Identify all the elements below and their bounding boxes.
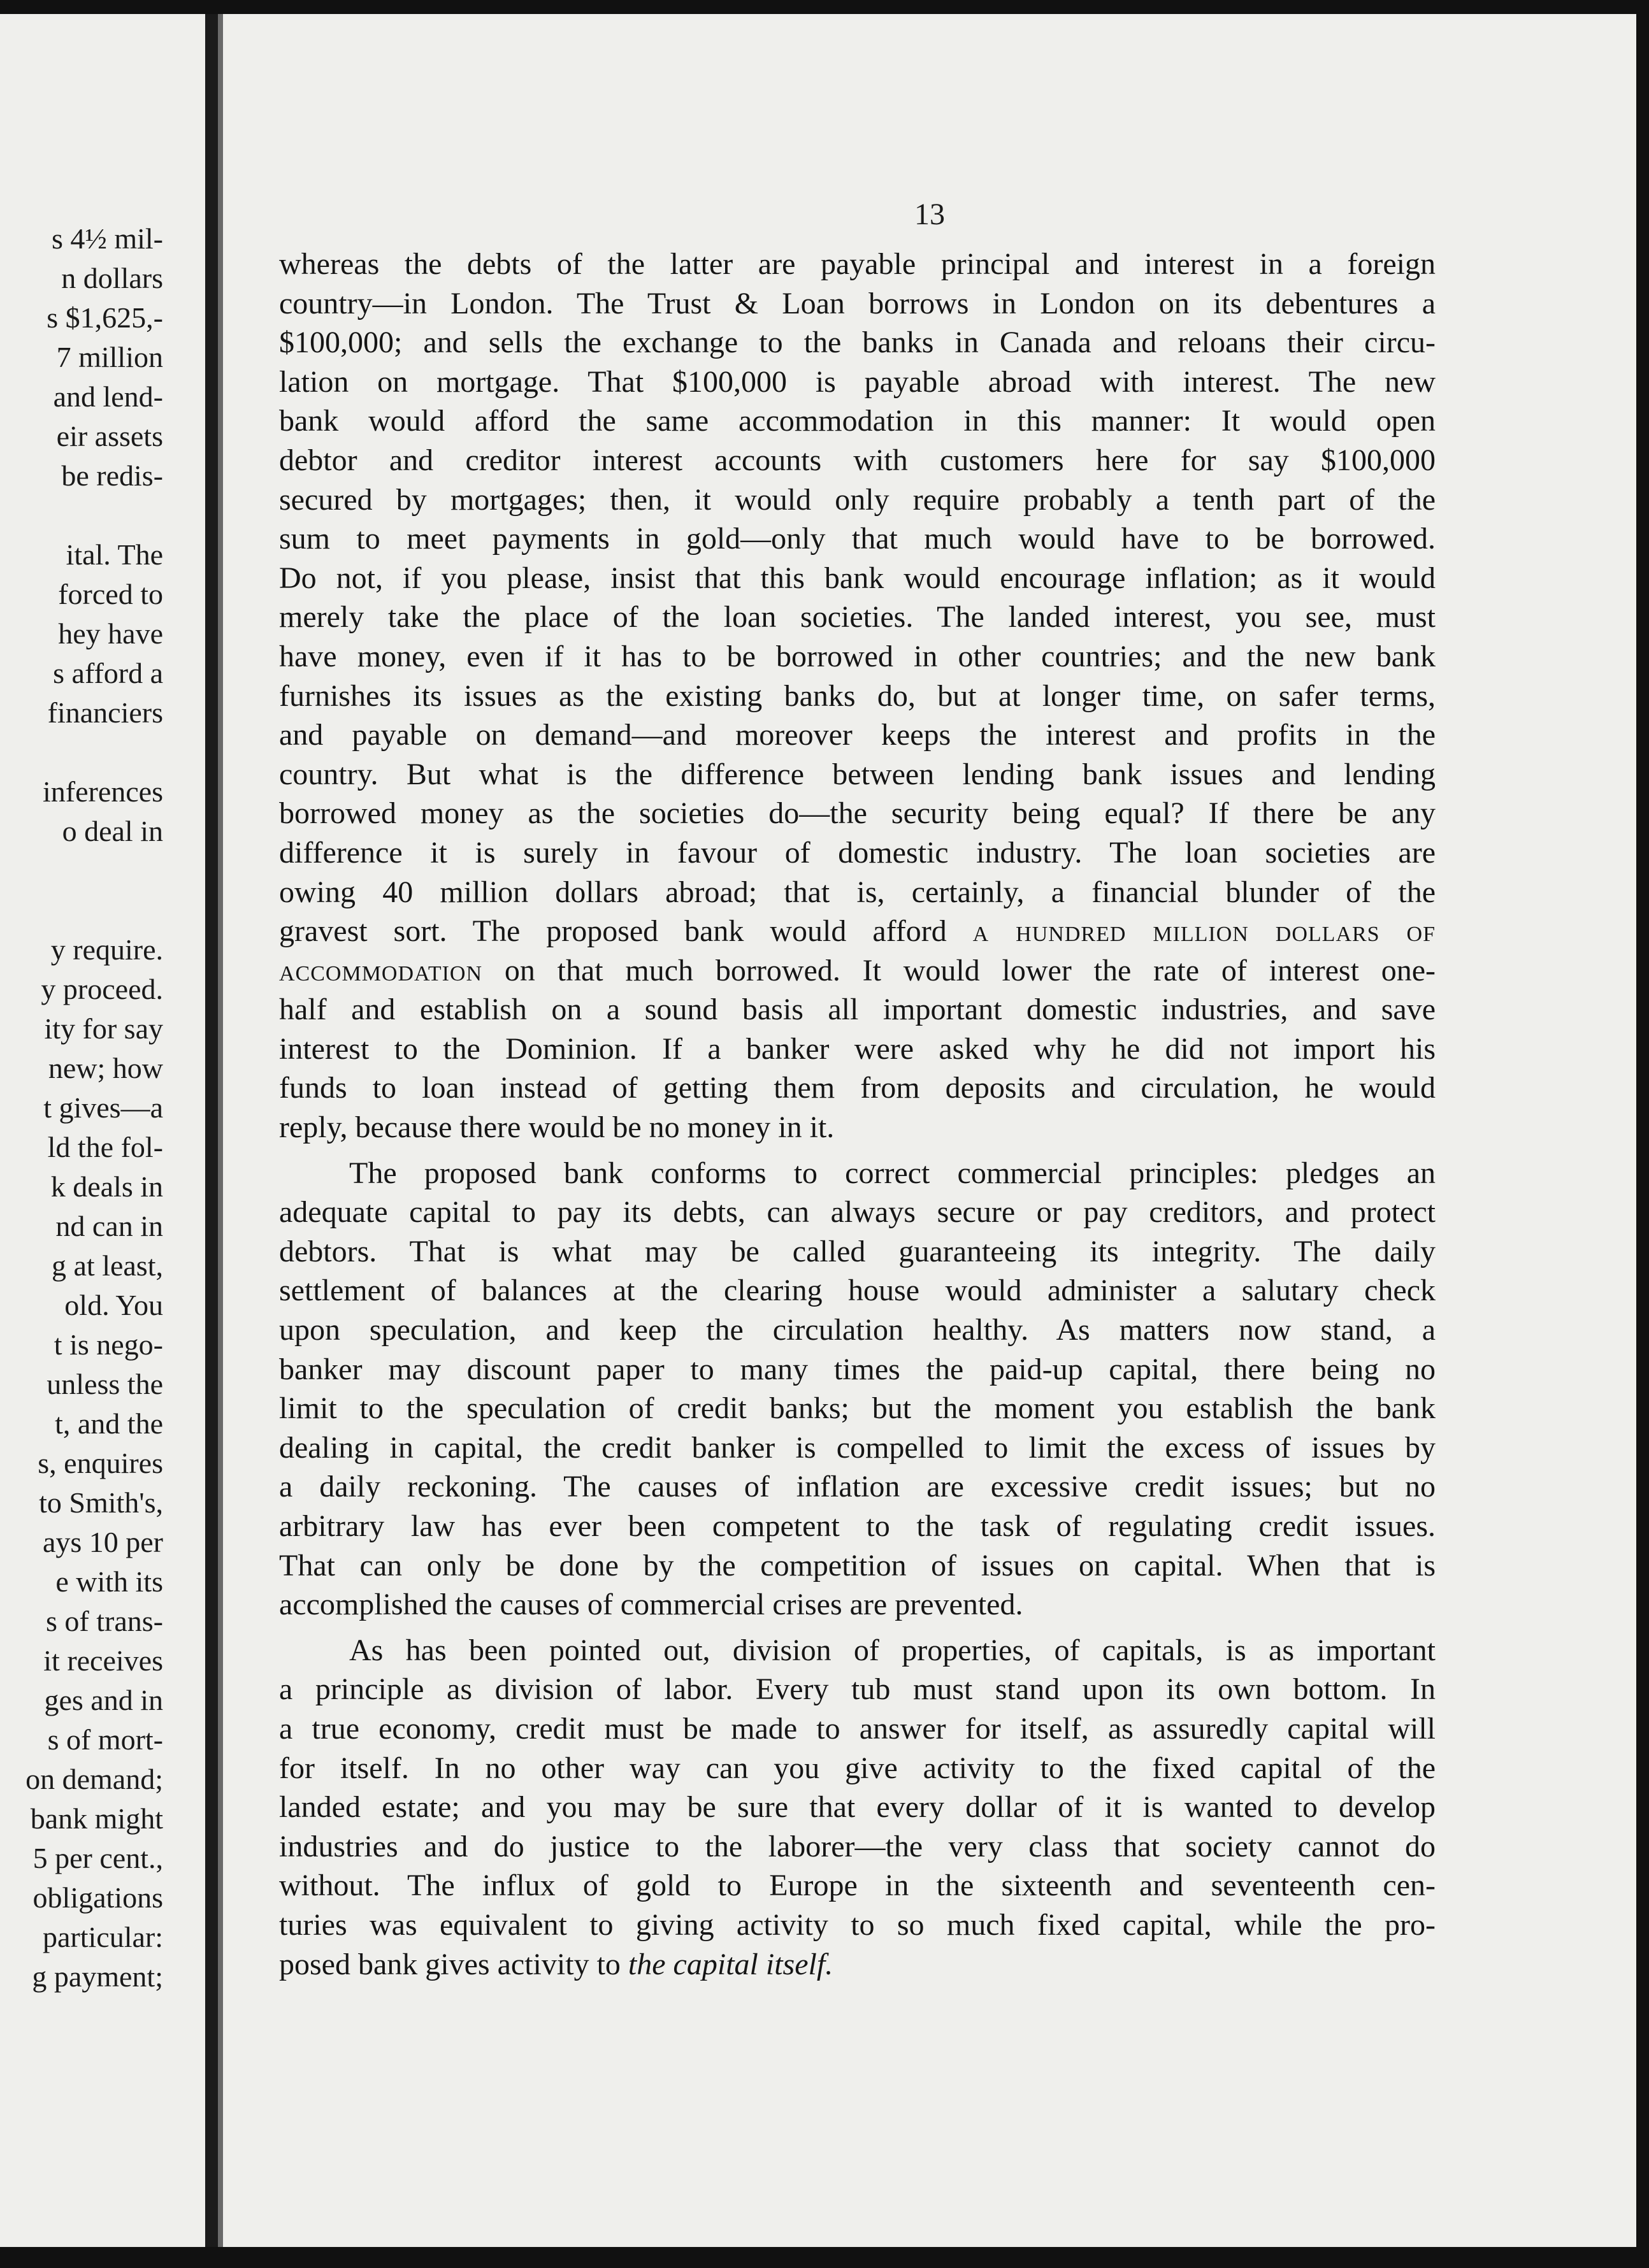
text-line: country. But what is the difference between lending bank issues and lending [279, 757, 1436, 791]
text-line [279, 912, 1436, 951]
facing-page-line [0, 851, 163, 891]
facing-page-line: s of trans- [46, 1605, 163, 1637]
page-gutter [205, 14, 218, 2247]
facing-page-line: 5 per cent., [32, 1842, 163, 1874]
facing-page-line: eir assets [56, 420, 163, 452]
text-line: borrowed money as the societies do—the security being equal? If there be any [279, 796, 1436, 831]
facing-page-line: ity for say [44, 1012, 163, 1045]
facing-page-line: 7 million [56, 341, 163, 373]
text-line: The proposed bank conforms to correct commercial principles: pledges an [349, 1156, 1436, 1190]
facing-page-line: inferences [43, 775, 163, 808]
paragraph-1 [279, 245, 1436, 1147]
text-line: half and establish on a sound basis all important domestic industries, and save [279, 993, 1436, 1027]
text-line: a true economy, credit must be made to answer for itself, as assuredly capital will [279, 1711, 1436, 1746]
facing-page-line: ld the fol- [47, 1131, 163, 1163]
text-line: That can only be done by the competition of issues on capital. When that is [279, 1548, 1436, 1583]
facing-page-line: t gives—a [43, 1091, 163, 1124]
facing-page-line: y proceed. [41, 973, 163, 1005]
text-line: industries and do justice to the laborer—the very class that society cannot do [279, 1829, 1436, 1863]
facing-page-line: obligations [32, 1881, 163, 1914]
emphasis-smallcaps: accommodation [279, 953, 483, 987]
facing-page-text [0, 219, 163, 1997]
facing-page-line: new; how [48, 1052, 163, 1084]
facing-page-line: g at least, [52, 1249, 163, 1282]
facing-page-line: to Smith's, [39, 1486, 163, 1519]
facing-page-line: forced to [58, 578, 163, 610]
text-line: limit to the speculation of credit banks; but the moment you establish the bank [279, 1391, 1436, 1426]
facing-page-line: and lend- [53, 380, 163, 413]
facing-page-line: s 4½ mil- [51, 222, 163, 255]
text-line: interest to the Dominion. If a banker were asked why he did not import his [279, 1031, 1436, 1066]
facing-page-line [0, 733, 163, 772]
facing-page-line: ays 10 per [42, 1526, 163, 1558]
paragraph-2 [279, 1154, 1436, 1625]
text-line: arbitrary law has ever been competent to the task of regulating credit issues. [279, 1509, 1436, 1543]
text-line: turies was equivalent to giving activity to so much fixed capital, while the pro- [279, 1907, 1436, 1942]
emphasis-smallcaps: a hundred million dollars of [972, 914, 1436, 949]
facing-page-line: s $1,625,- [47, 301, 163, 334]
facing-page-line: unless the [47, 1368, 163, 1400]
facing-page-line: ital. The [66, 538, 163, 571]
text-line: banker may discount paper to many times the paid-up capital, there being no [279, 1352, 1436, 1386]
text-line: difference it is surely in favour of domestic industry. The loan societies are [279, 835, 1436, 870]
text-run: on that much borrowed. It would lower the rate of interest one- [504, 953, 1436, 987]
text-line: furnishes its issues as the existing banks do, but at longer time, on safer terms, [279, 678, 1436, 713]
text-line: accomplished the causes of commercial crises are prevented. [279, 1588, 1023, 1622]
text-line: bank would afford the same accommodation in this manner: It would open [279, 404, 1436, 438]
facing-page-line: n dollars [61, 262, 163, 294]
facing-page-line [0, 891, 163, 930]
text-line: country—in London. The Trust & Loan borrows in London on its debentures a [279, 286, 1436, 320]
text-line: without. The influx of gold to Europe in the sixteenth and seventeenth cen- [279, 1869, 1436, 1903]
facing-page-line: nd can in [55, 1210, 163, 1242]
facing-page-line: y require. [50, 933, 163, 966]
text-line: a daily reckoning. The causes of inflation are excessive credit issues; but no [279, 1470, 1436, 1504]
page-number: 13 [914, 197, 945, 231]
facing-page-line: o deal in [62, 815, 163, 847]
facing-page-line [0, 496, 163, 535]
facing-page-line: k deals in [50, 1170, 163, 1203]
text-line: owing 40 million dollars abroad; that is, certainly, a financial blunder of the [279, 875, 1436, 909]
text-line: reply, because there would be no money in it. [279, 1110, 835, 1145]
page-body [279, 245, 1436, 1990]
text-line: debtors. That is what may be called guaranteeing its integrity. The daily [279, 1234, 1436, 1268]
emphasis-italic: the capital itself. [628, 1947, 833, 1981]
facing-page-line: financiers [47, 696, 163, 729]
facing-page-line: hey have [58, 617, 163, 650]
text-line: As has been pointed out, division of properties, of capitals, is as important [349, 1633, 1436, 1667]
text-line [279, 951, 1436, 991]
facing-page-line: g payment; [32, 1960, 163, 1993]
text-line: sum to meet payments in gold—only that much would have to be borrowed. [279, 522, 1436, 556]
text-line [279, 1945, 1436, 1984]
text-line: $100,000; and sells the exchange to the banks in Canada and reloans their circu- [279, 326, 1436, 360]
text-line: dealing in capital, the credit banker is compelled to limit the excess of issues by [279, 1430, 1436, 1465]
text-line: landed estate; and you may be sure that every dollar of it is wanted to develop [279, 1790, 1436, 1825]
facing-page-line: ges and in [44, 1684, 163, 1716]
text-line: a principle as division of labor. Every tub must stand upon its own bottom. In [279, 1672, 1436, 1707]
text-line: debtor and creditor interest accounts with customers here for say $100,000 [279, 443, 1436, 477]
facing-page [0, 14, 205, 2247]
paragraph-3 [279, 1631, 1436, 1984]
facing-page-line: be redis- [61, 459, 163, 492]
facing-page-line: old. You [64, 1289, 163, 1321]
text-line: merely take the place of the loan societies. The landed interest, you see, must [279, 600, 1436, 635]
facing-page-line: on demand; [25, 1763, 163, 1795]
text-line: secured by mortgages; then, it would only require probably a tenth part of the [279, 482, 1436, 517]
facing-page-line: particular: [42, 1921, 163, 1953]
facing-page-line: s of mort- [47, 1723, 163, 1756]
document-page [218, 14, 1636, 2247]
text-run: posed bank gives activity to [279, 1947, 628, 1981]
text-line: whereas the debts of the latter are payable principal and interest in a foreign [279, 247, 1436, 281]
text-line: have money, even if it has to be borrowed in other countries; and the new bank [279, 639, 1436, 673]
facing-page-line: it receives [43, 1644, 163, 1677]
text-line: funds to loan instead of getting them from deposits and circulation, he would [279, 1071, 1436, 1105]
text-line: adequate capital to pay its debts, can always secure or pay creditors, and protect [279, 1195, 1436, 1230]
text-line: Do not, if you please, insist that this bank would encourage inflation; as it would [279, 561, 1436, 595]
facing-page-line: t is nego- [54, 1328, 163, 1361]
facing-page-line: t, and the [55, 1407, 163, 1440]
facing-page-line: bank might [30, 1802, 163, 1835]
facing-page-line: e with its [55, 1565, 163, 1598]
text-line: and payable on demand—and moreover keeps the interest and profits in the [279, 718, 1436, 752]
text-line: settlement of balances at the clearing house would administer a salutary check [279, 1274, 1436, 1308]
facing-page-line: s afford a [53, 657, 163, 689]
text-line: for itself. In no other way can you give activity to the fixed capital of the [279, 1751, 1436, 1785]
text-run: gravest sort. The proposed bank would afford [279, 914, 973, 949]
text-line: upon speculation, and keep the circulation healthy. As matters now stand, a [279, 1313, 1436, 1347]
text-line: lation on mortgage. That $100,000 is payable abroad with interest. The new [279, 364, 1436, 399]
facing-page-line: s, enquires [38, 1447, 163, 1479]
